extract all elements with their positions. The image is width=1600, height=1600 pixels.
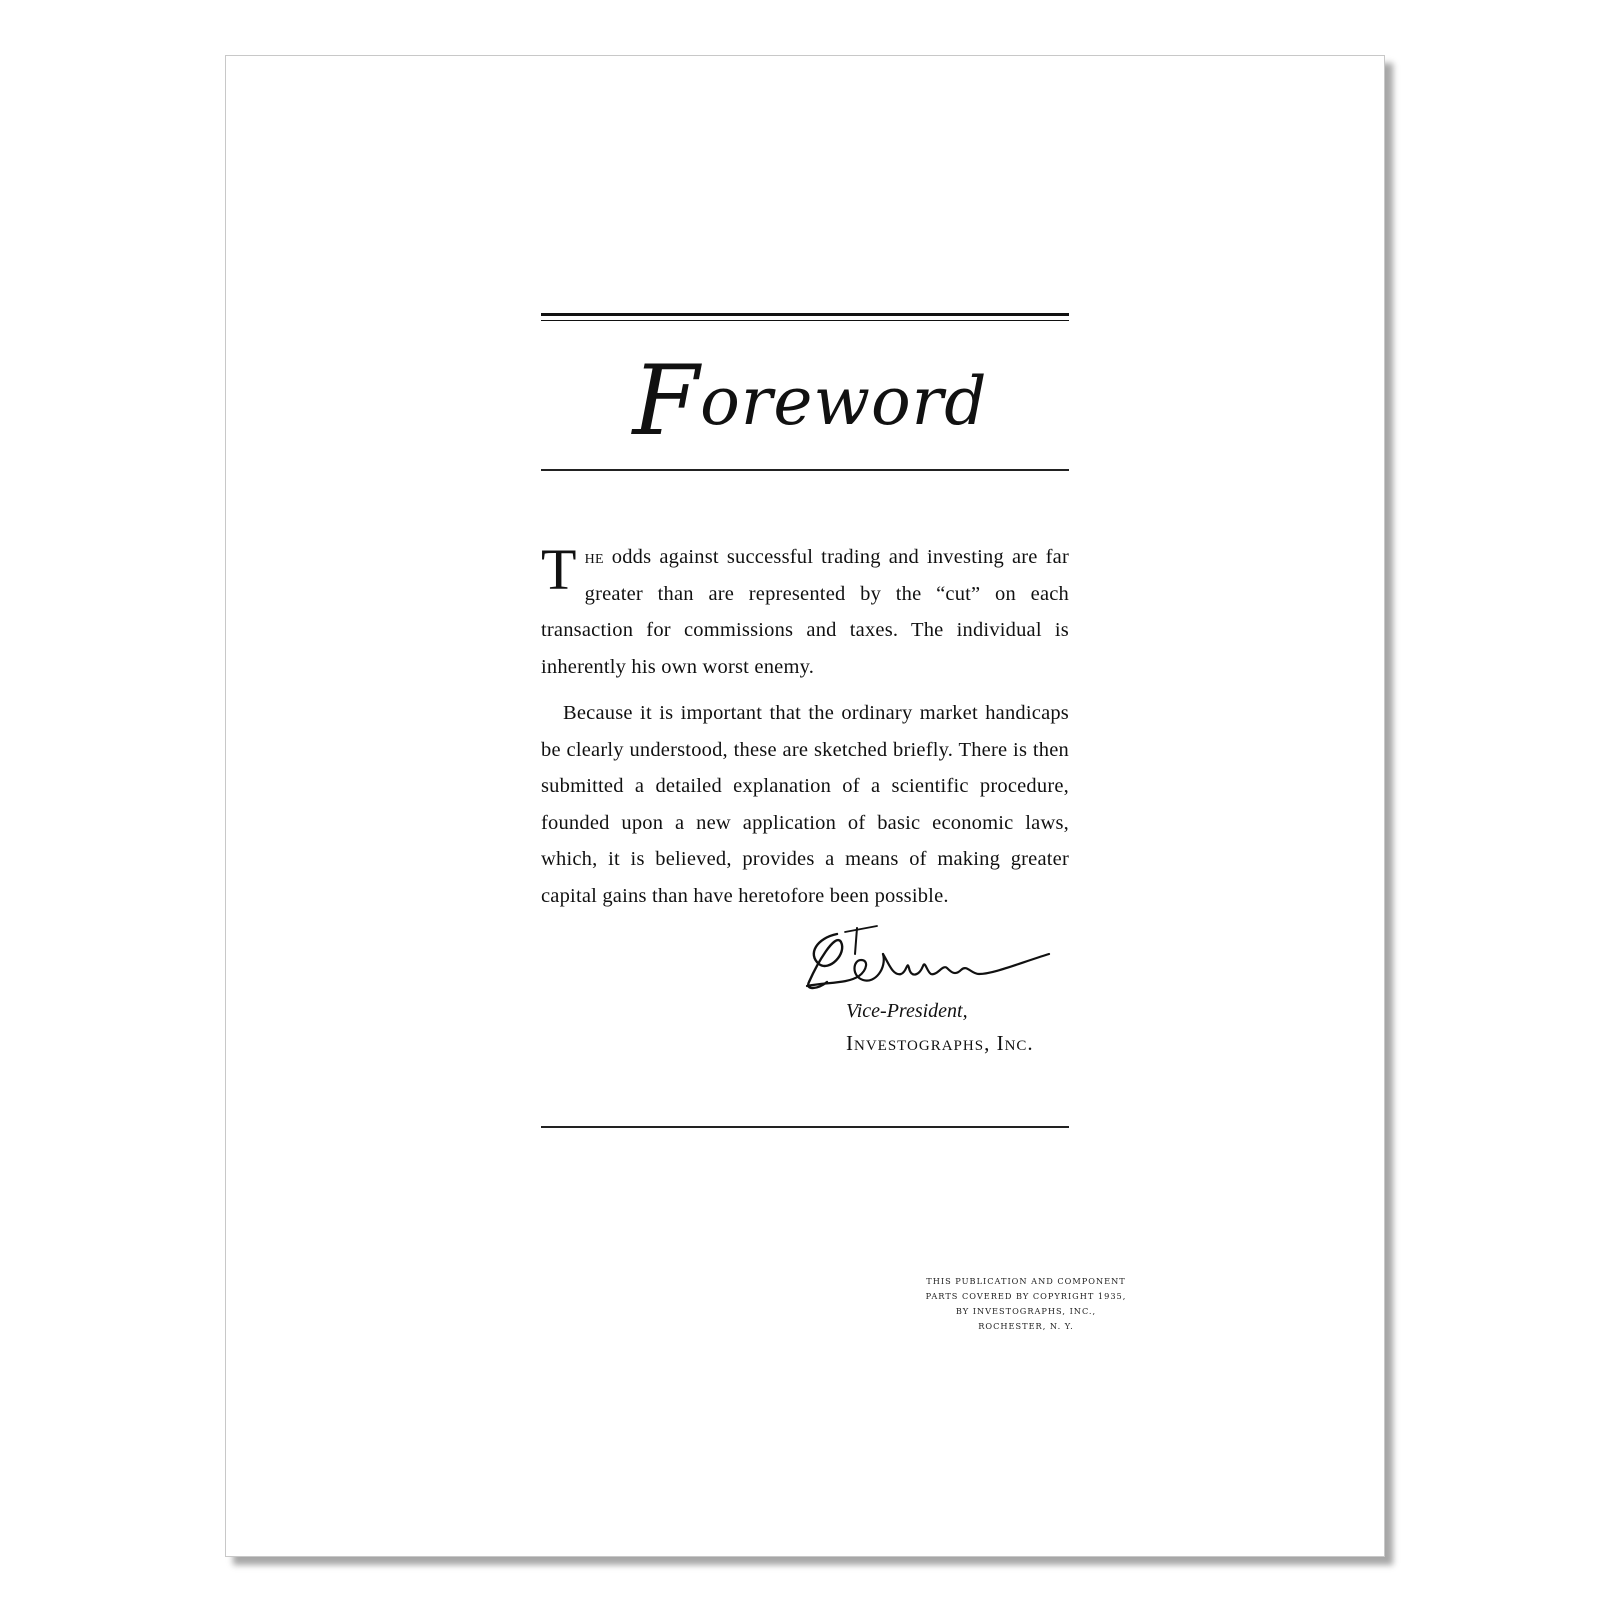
foreword-block [541, 313, 1069, 1128]
signatory-company: Investographs, Inc. [846, 1031, 1034, 1055]
copyright-notice [906, 1274, 1146, 1334]
top-rule-thin [541, 320, 1069, 321]
paragraph-1-text: odds against successful trading and investing are far greater than are represented by the “cut” on each transaction for commissions and taxes. The individual is inherently his own worst enemy. [541, 546, 1069, 678]
signature-image [797, 924, 1057, 996]
title-underline-rule [541, 469, 1069, 471]
document-page [225, 55, 1385, 1557]
title-rest: oreword [700, 363, 988, 440]
title-initial: F [632, 345, 701, 457]
page-title [541, 345, 1069, 457]
bottom-rule [541, 1126, 1069, 1128]
copyright-line: BY INVESTOGRAPHS, INC., [955, 1306, 1097, 1316]
drop-cap: T [541, 537, 577, 602]
copyright-line: ROCHESTER, N. Y. [978, 1321, 1074, 1331]
paragraph-1 [541, 539, 1069, 685]
copyright-line: THIS PUBLICATION AND COMPONENT [926, 1276, 1126, 1286]
paragraph-2: Because it is important that the ordinary market handicaps be clearly understood, these are sketched briefly. There is then submitted a detailed explanation of a scientific procedure, founded upon a new application of basic economic laws, which, it is believed, provides a means of making greater capital gains than have heretofore been possible. [541, 702, 1069, 907]
foreword-body [541, 539, 1069, 914]
copyright-line: PARTS COVERED BY COPYRIGHT 1935, [925, 1291, 1127, 1301]
paragraph-1-lead: he [584, 546, 604, 568]
signature-block [541, 924, 1069, 1074]
signatory-title: Vice-President, [846, 1000, 968, 1022]
